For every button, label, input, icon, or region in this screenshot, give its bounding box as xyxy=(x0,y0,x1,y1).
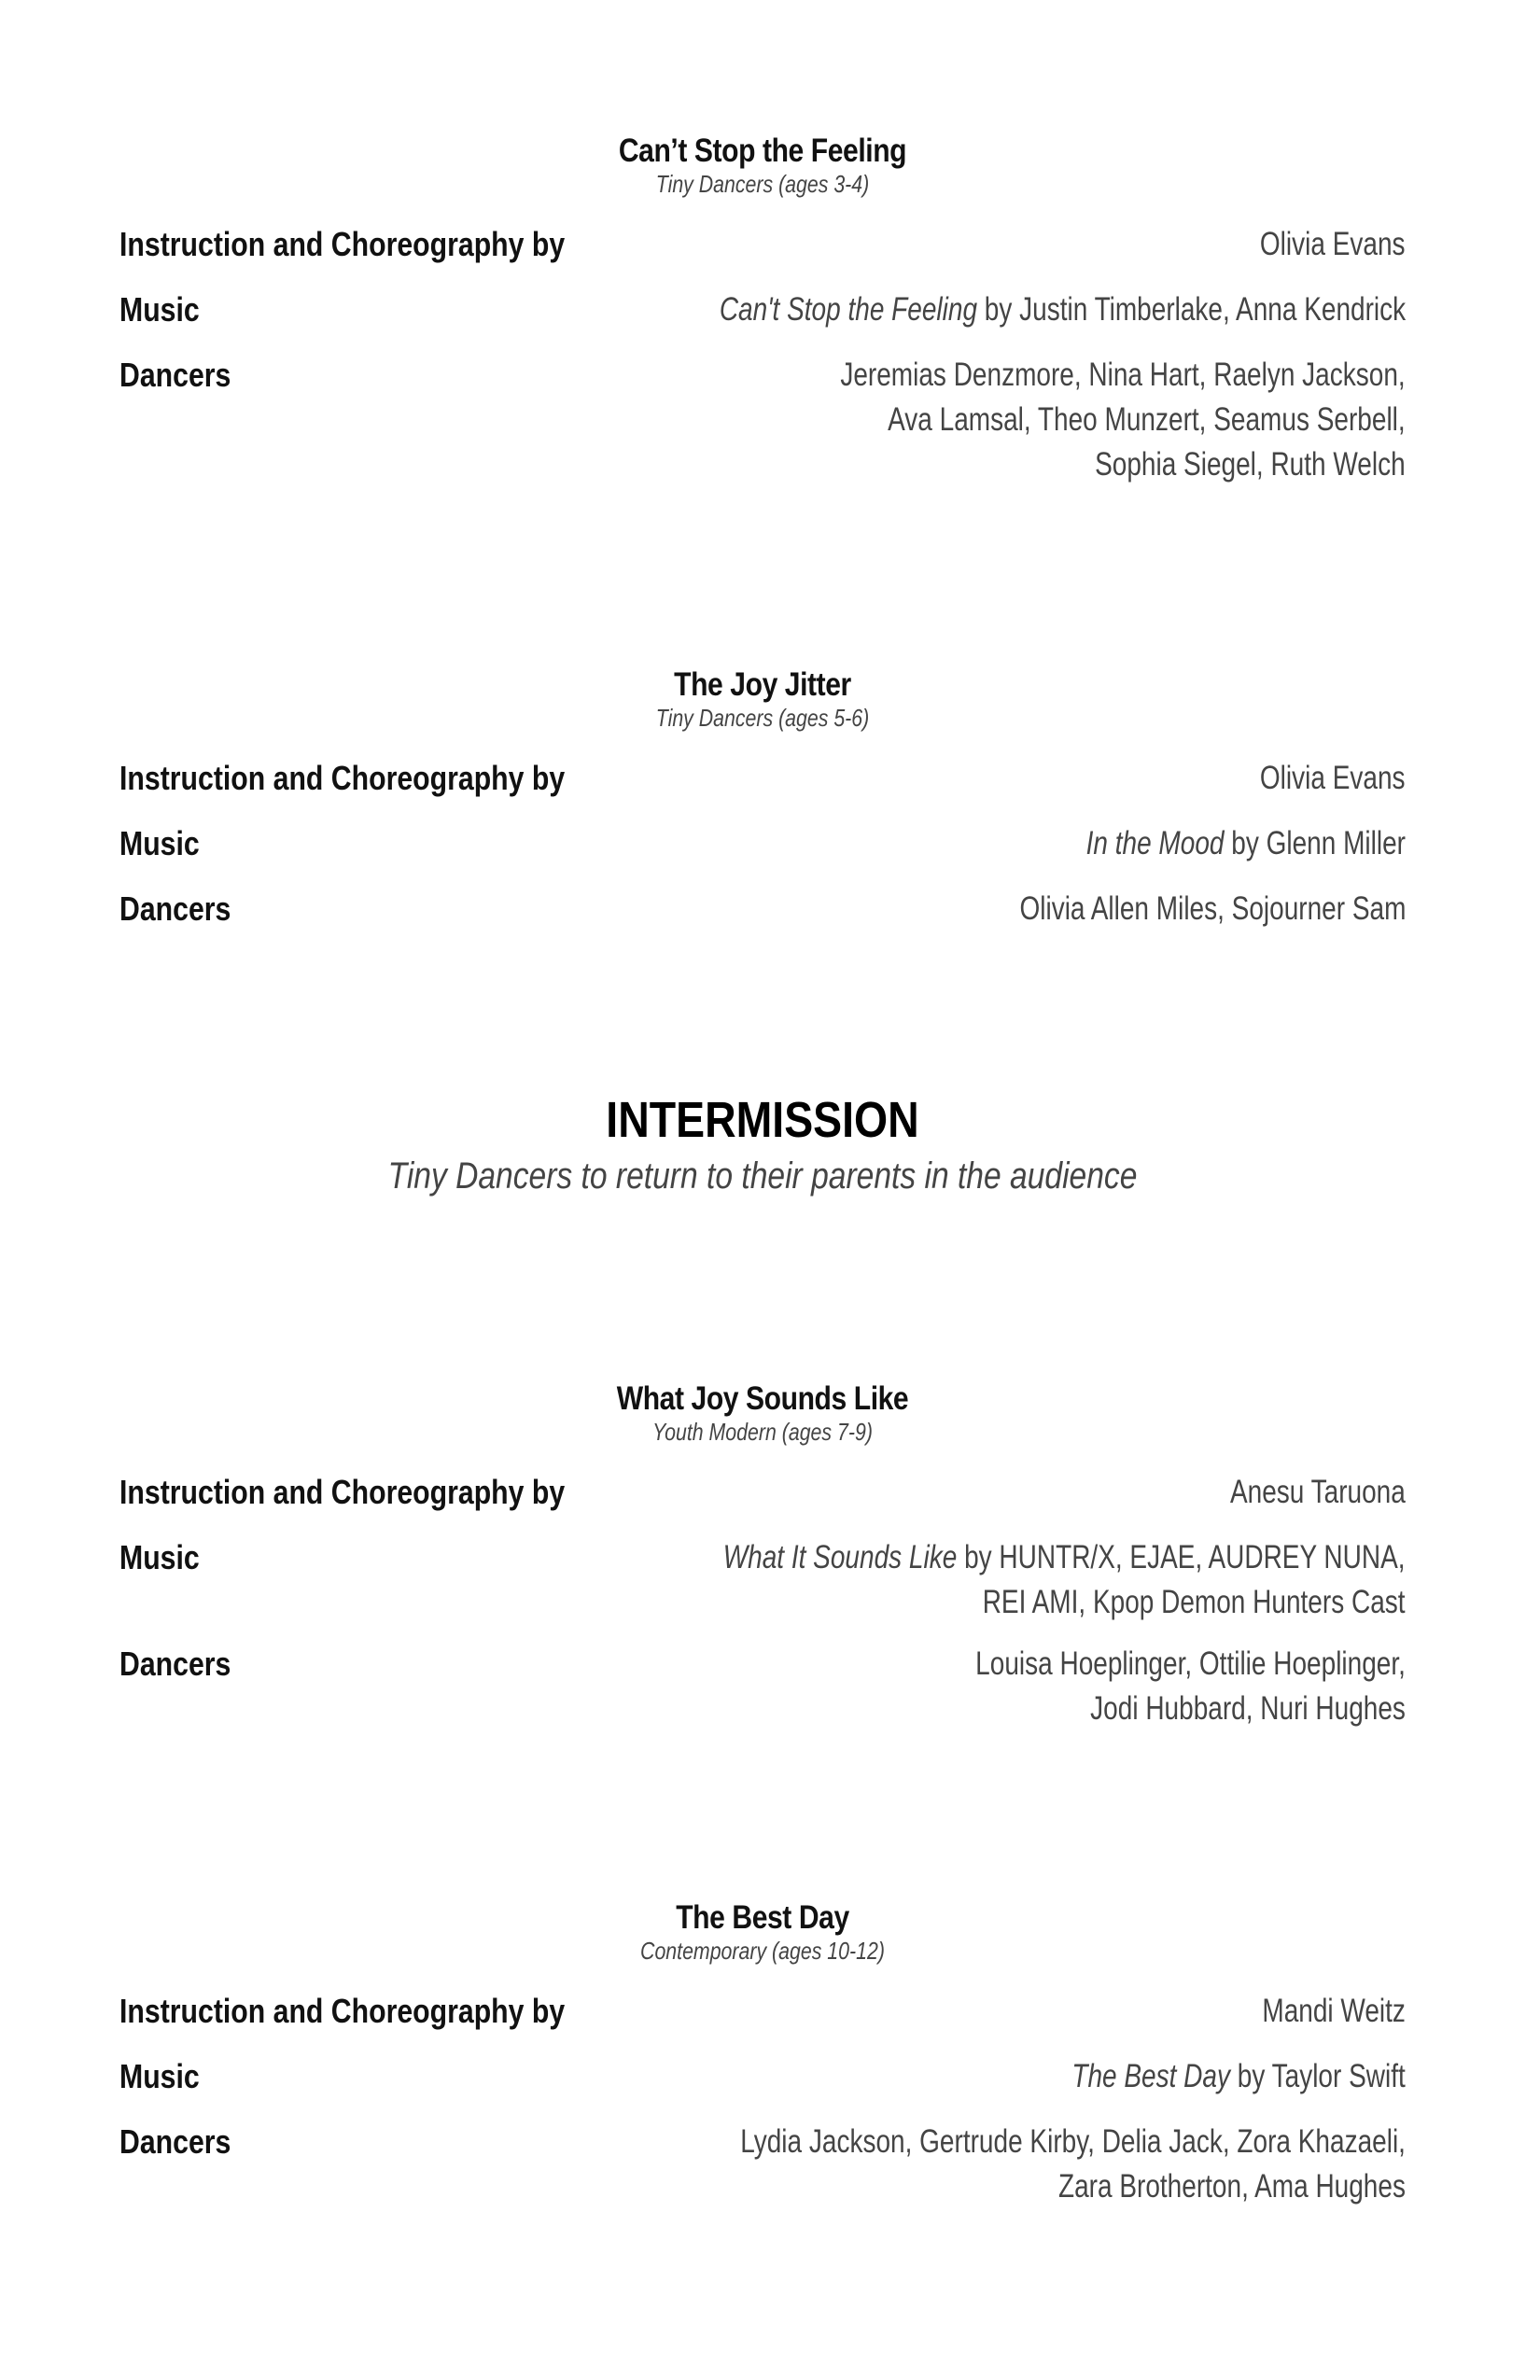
music-label: Music xyxy=(119,1538,200,1576)
credit-row-music xyxy=(119,821,1406,866)
credit-row-music xyxy=(119,287,1406,332)
dancers-list xyxy=(841,353,1406,487)
instruction-label: Instruction and Choreography by xyxy=(119,759,566,797)
intermission-block xyxy=(119,1087,1406,1199)
dancers-list xyxy=(740,2120,1406,2209)
dancers-line: Zara Brotherton, Ama Hughes xyxy=(1058,2168,1406,2205)
dancers-list xyxy=(975,1642,1406,1731)
dancers-line: Louisa Hoeplinger, Ottilie Hoeplinger, xyxy=(975,1645,1406,1682)
dancers-label: Dancers xyxy=(119,1645,231,1683)
piece-title: What Joy Sounds Like xyxy=(616,1380,909,1417)
dancers-line: Ava Lamsal, Theo Munzert, Seamus Serbell, xyxy=(888,401,1406,438)
song-title: What It Sounds Like xyxy=(723,1539,958,1575)
credit-row-dancers xyxy=(119,887,1406,931)
piece-the-best-day xyxy=(119,1897,1406,2209)
dancers-label: Dancers xyxy=(119,2122,231,2161)
music-label: Music xyxy=(119,824,200,862)
song-artists: by HUNTR/X, EJAE, AUDREY NUNA, xyxy=(957,1539,1406,1575)
song-artists: by Justin Timberlake, Anna Kendrick xyxy=(976,291,1406,328)
credit-row-instruction xyxy=(119,756,1406,801)
intermission-title: INTERMISSION xyxy=(606,1092,919,1148)
instructor-name: Olivia Evans xyxy=(1260,226,1406,262)
piece-subtitle: Contemporary (ages 10-12) xyxy=(640,1937,885,1965)
piece-what-joy-sounds-like xyxy=(119,1379,1406,1731)
instructor-name: Anesu Taruona xyxy=(1230,1474,1406,1510)
song-artists-continued: REI AMI, Kpop Demon Hunters Cast xyxy=(983,1584,1406,1620)
song-title: Can't Stop the Feeling xyxy=(719,291,977,328)
dancers-line: Olivia Allen Miles, Sojourner Sam xyxy=(1019,890,1406,927)
instruction-label: Instruction and Choreography by xyxy=(119,1992,566,2030)
instructor-name: Mandi Weitz xyxy=(1262,1993,1406,2029)
piece-subtitle: Tiny Dancers (ages 3-4) xyxy=(655,170,870,198)
music-label: Music xyxy=(119,290,200,329)
dancers-list xyxy=(1019,887,1406,931)
music-label: Music xyxy=(119,2057,200,2095)
credit-row-dancers xyxy=(119,1642,1406,1731)
piece-title: The Joy Jitter xyxy=(674,666,851,703)
credit-row-dancers xyxy=(119,2120,1406,2209)
credit-row-instruction xyxy=(119,222,1406,267)
piece-cant-stop-the-feeling xyxy=(119,131,1406,487)
song-title: The Best Day xyxy=(1071,2058,1231,2094)
song-artists: by Taylor Swift xyxy=(1230,2058,1406,2094)
credit-row-music xyxy=(119,1535,1406,1625)
instruction-label: Instruction and Choreography by xyxy=(119,225,566,263)
music-credit xyxy=(720,287,1406,332)
dancers-line: Jeremias Denzmore, Nina Hart, Raelyn Jackson, xyxy=(840,357,1406,393)
credit-row-music xyxy=(119,2054,1406,2099)
instruction-label: Instruction and Choreography by xyxy=(119,1473,566,1511)
instructor-name: Olivia Evans xyxy=(1260,760,1406,796)
credit-row-instruction xyxy=(119,1470,1406,1515)
piece-title: Can’t Stop the Feeling xyxy=(618,133,907,169)
piece-title: The Best Day xyxy=(676,1899,849,1936)
piece-subtitle: Youth Modern (ages 7-9) xyxy=(652,1418,873,1446)
dancers-label: Dancers xyxy=(119,889,231,928)
credit-row-instruction xyxy=(119,1989,1406,2034)
music-credit xyxy=(723,1535,1406,1625)
song-title: In the Mood xyxy=(1085,825,1225,861)
dancers-line: Lydia Jackson, Gertrude Kirby, Delia Jack, Zora Khazaeli, xyxy=(740,2123,1406,2160)
music-credit xyxy=(1086,821,1406,866)
dancers-line: Sophia Siegel, Ruth Welch xyxy=(1095,446,1406,483)
intermission-note: Tiny Dancers to return to their parents in the audience xyxy=(387,1155,1138,1197)
credit-row-dancers xyxy=(119,353,1406,487)
song-artists: by Glenn Miller xyxy=(1224,825,1406,861)
music-credit xyxy=(1072,2054,1406,2099)
dancers-line: Jodi Hubbard, Nuri Hughes xyxy=(1090,1690,1406,1727)
dancers-label: Dancers xyxy=(119,356,231,394)
piece-subtitle: Tiny Dancers (ages 5-6) xyxy=(655,704,870,732)
piece-the-joy-jitter xyxy=(119,665,1406,931)
